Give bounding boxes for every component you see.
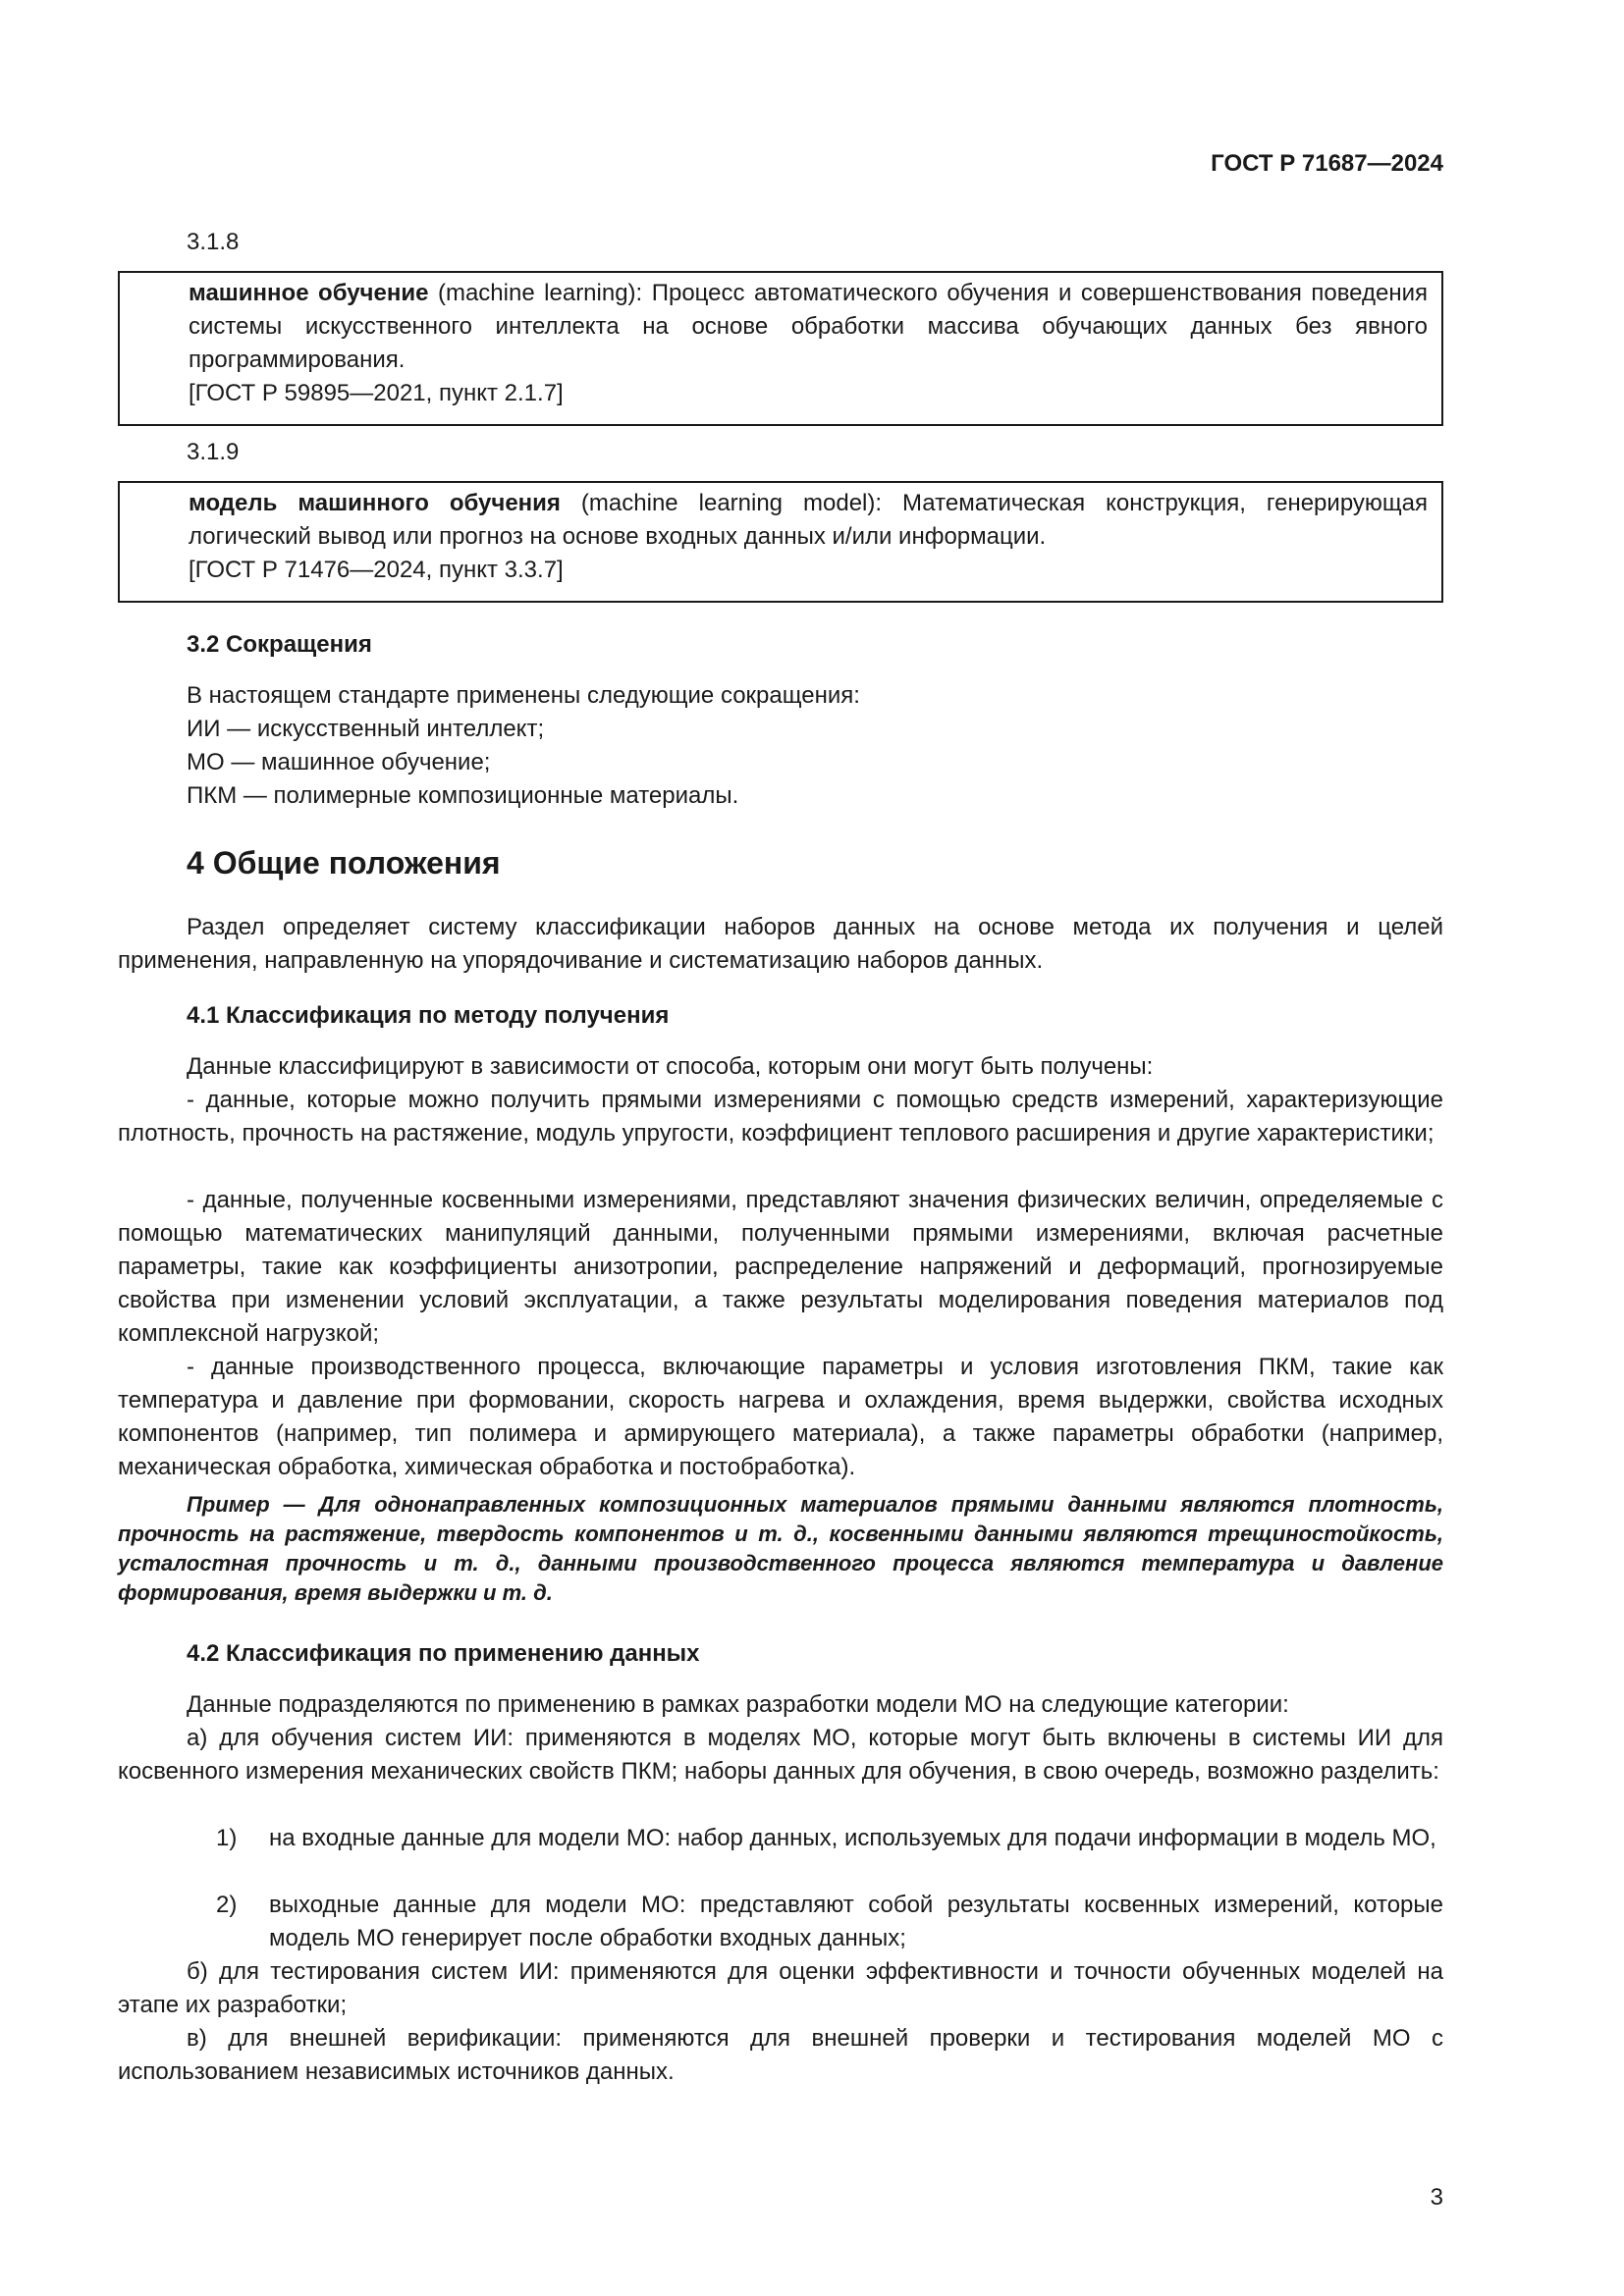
paragraph: - данные, полученные косвенными измерениями, представляют значения физических величин, определяемые с помощью математических манипуляций данными, полученными прямыми измерениями, включая расчетные параметры, такие как коэффициенты анизотропии, распределение напряжений и деформаций, прогнозируемые свойства при изменении условий эксплуатации, а также результаты моделирования поведения материалов под комплексной нагрузкой;	[118, 1187, 1443, 1347]
term-definition-text: (machine learning): Процесс автоматического обучения и совершенствования поведения системы искусственного интеллекта на основе обработки массива обучающих данных без явного программирования.	[189, 280, 1428, 373]
example-note: Пример — Для однонаправленных композиционных материалов прямыми данными являются плотность, прочность на растяжение, твердость компонентов и т. д., косвенными данными являются трещиностойкость, усталостная прочность и т. д., данными производственного процесса являются температура и давление формирования, время выдержки и т. д.	[118, 1492, 1443, 1605]
term-source: [ГОСТ Р 71476—2024, пункт 3.3.7]	[189, 557, 564, 583]
sub-list-number: 1)	[216, 1825, 238, 1851]
sub-list-item	[216, 1889, 1443, 1955]
list-item: в) для внешней верификации: применяются для внешней проверки и тестирования моделей МО с использованием независимых источников данных.	[118, 2025, 1443, 2085]
abbrev-item: ПКМ — полимерные композиционные материалы.	[187, 782, 739, 809]
paragraph: - данные производственного процесса, включающие параметры и условия изготовления ПКМ, такие как температура и давление при формовании, скорость нагрева и охлаждения, время выдержки, свойства исходных компонентов (например, тип полимера и армирующего материала), а также параметры обработки (например, механическая обработка, химическая обработка и постобработка).	[118, 1354, 1443, 1480]
document-page	[118, 0, 1443, 2296]
list-item: б) для тестирования систем ИИ: применяются для оценки эффективности и точности обученных моделей на этапе их разработки;	[118, 1958, 1443, 2018]
term-title: машинное обучение	[189, 280, 429, 306]
section-heading: 3.2 Сокращения	[187, 631, 372, 658]
subsection-heading: 4.1 Классификация по методу получения	[187, 1002, 670, 1029]
document-header: ГОСТ Р 71687—2024	[1211, 150, 1443, 177]
sub-list-item	[216, 1822, 1443, 1855]
term-number: 3.1.8	[187, 229, 240, 255]
paragraph: - данные, которые можно получить прямыми измерениями с помощью средств измерений, характеризующие плотность, прочность на растяжение, модуль упругости, коэффициент теплового расширения и другие характеристики;	[118, 1087, 1443, 1147]
section-intro: Раздел определяет систему классификации наборов данных на основе метода их получения и целей применения, направленную на упорядочивание и систематизацию наборов данных.	[118, 914, 1443, 974]
term-box	[118, 481, 1443, 603]
list-item: а) для обучения систем ИИ: применяются в моделях МО, которые могут быть включены в системы ИИ для косвенного измерения механических свойств ПКМ; наборы данных для обучения, в свою очередь, возможно разделить:	[118, 1725, 1443, 1785]
abbrev-intro: В настоящем стандарте применены следующие сокращения:	[187, 682, 860, 709]
abbrev-item: МО — машинное обучение;	[187, 749, 491, 775]
term-number: 3.1.9	[187, 439, 240, 465]
term-definition	[189, 487, 1428, 554]
term-source: [ГОСТ Р 59895—2021, пункт 2.1.7]	[189, 380, 564, 406]
term-definition	[189, 277, 1428, 377]
sub-list-number: 2)	[216, 1892, 238, 1918]
term-box	[118, 271, 1443, 426]
subsection-heading: 4.2 Классификация по применению данных	[187, 1640, 700, 1667]
sub-list-text: на входные данные для модели МО: набор данных, используемых для подачи информации в модель МО,	[269, 1825, 1436, 1851]
sub-list-text: выходные данные для модели МО: представляют собой результаты косвенных измерений, которые модель МО генерирует после обработки входных данных;	[269, 1892, 1443, 1951]
paragraph: Данные подразделяются по применению в рамках разработки модели МО на следующие категории:	[187, 1691, 1289, 1718]
page-number: 3	[1430, 2184, 1443, 2211]
section-title: 4 Общие положения	[187, 845, 501, 881]
term-definition-text: (machine learning model): Математическая конструкция, генерирующая логический вывод или прогноз на основе входных данных и/или информации.	[189, 490, 1428, 550]
term-title: модель машинного обучения	[189, 490, 561, 516]
abbrev-item: ИИ — искусственный интеллект;	[187, 716, 545, 742]
paragraph: Данные классифицируют в зависимости от способа, которым они могут быть получены:	[187, 1053, 1154, 1080]
